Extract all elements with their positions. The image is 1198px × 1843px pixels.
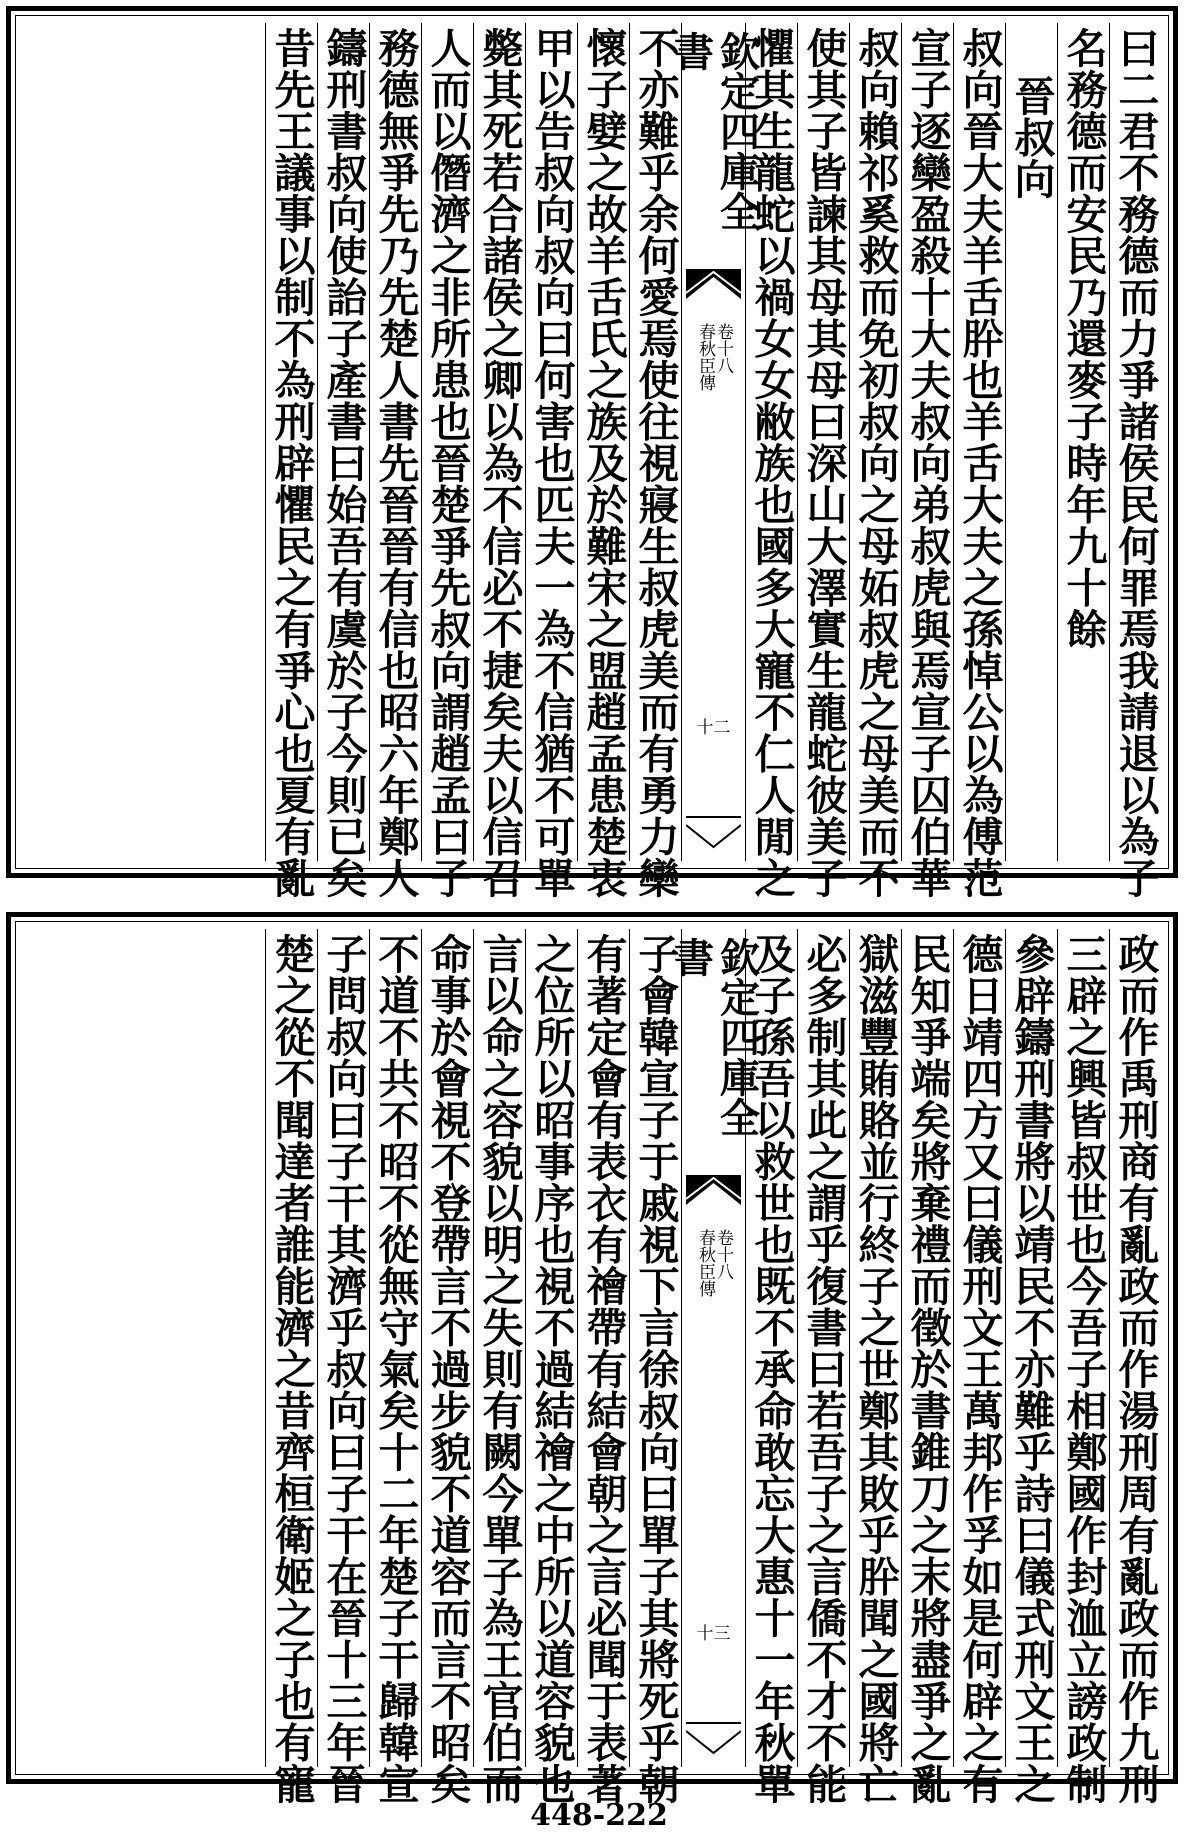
- text-column: [369, 23, 421, 899]
- fish-tail-ornament-bottom: [686, 1719, 741, 1759]
- column-text: 德日靖四方又曰儀刑文王萬邦作孚如是何辟之有: [955, 933, 1004, 1805]
- column-text: 命事於會視不登帶言不過步貌不道容而言不昭矣: [423, 933, 472, 1805]
- text-column: [421, 23, 473, 899]
- column-text: 昔先王議事以制不為刑辟懼民之有爭心也夏有亂: [267, 27, 316, 899]
- column-text: 民知爭端矣將棄禮而徵於書錐刀之末將盡爭之亂: [903, 933, 952, 1805]
- fish-tail-ornament-top: [686, 269, 741, 299]
- text-column: [525, 929, 577, 1805]
- top-page: [6, 6, 1178, 899]
- text-column: [953, 929, 1005, 1805]
- column-text: 及子孫吾以救世也既不承命敢忘大惠十一年秋單: [747, 933, 796, 1805]
- text-column: [577, 23, 629, 899]
- column-text: 叔向晉大夫羊舌肸也羊舌大夫之孫悼公以為傅范: [955, 27, 1004, 899]
- text-column: [369, 929, 421, 1805]
- text-column: [1005, 929, 1057, 1805]
- text-column: [901, 23, 953, 899]
- page-code: 448-222: [530, 1798, 668, 1833]
- folio-number: 十三: [696, 1624, 731, 1644]
- subtitle-series: 春秋臣傳: [695, 323, 715, 391]
- text-column: [577, 929, 629, 1805]
- text-column: [901, 929, 953, 1805]
- text-column: [421, 929, 473, 1805]
- fish-tail-ornament-top: [686, 1175, 741, 1205]
- subtitle-volume: 卷十八: [713, 323, 733, 374]
- book-title: 欽定四庫全書: [667, 937, 761, 1137]
- column-text: 不亦難乎余何愛焉使往視寢生叔虎美而有勇力欒: [631, 27, 680, 899]
- volume-subtitle: [682, 1229, 745, 1297]
- text-column: [525, 23, 577, 899]
- column-text: 參辟鑄刑書將以靖民不亦難乎詩曰儀式刑文王之: [1007, 933, 1056, 1805]
- column-text: 鑄刑書叔向使詒子產書曰始吾有虞於子今則已矣: [319, 27, 368, 899]
- book-title-box: [667, 929, 761, 1175]
- text-column: [797, 23, 849, 899]
- fish-tail-ornament-bottom: [686, 813, 741, 853]
- bottom-page-columns: [23, 929, 1161, 1805]
- text-column: [1109, 929, 1161, 1805]
- text-column: [317, 929, 369, 1805]
- volume-subtitle: [682, 323, 745, 391]
- column-text: 名務德而安民乃還麥子時年九十餘: [1059, 27, 1108, 650]
- column-text: 懼其生龍蛇以禍女女敝族也國多大寵不仁人閒之: [747, 27, 796, 899]
- text-column: [317, 23, 369, 899]
- column-text: 有著定會有表衣有禬帶有結會朝之言必聞于表著: [579, 933, 628, 1805]
- column-text: 子會韓宣子于戚視下言徐叔向曰單子其將死乎朝: [631, 933, 680, 1805]
- fold-center-column: [667, 23, 761, 861]
- text-column: [849, 929, 901, 1805]
- text-column: [1057, 929, 1109, 1805]
- column-text: 三辟之興皆叔世也今吾子相鄭國作封洫立謗政制: [1059, 933, 1108, 1805]
- column-text: 務德無爭先乃先楚人書先晉晉有信也昭六年鄭人: [371, 27, 420, 899]
- text-column: [953, 23, 1005, 899]
- text-column: [1057, 23, 1109, 861]
- text-column: [1109, 23, 1161, 899]
- column-text: 不道不共不昭不從無守氣矣十二年楚子干歸韓宣: [371, 933, 420, 1805]
- column-text: 子問叔向曰子干其濟乎叔向曰子干在晉十三年晉: [319, 933, 368, 1805]
- column-text: 人而以僭濟之非所患也晉楚爭先叔向謂趙孟曰子: [423, 27, 472, 899]
- bottom-page: [6, 912, 1178, 1805]
- column-text: 斃其死若合諸侯之卿以為不信必不捷矣夫以信召: [475, 27, 524, 899]
- column-text: 使其子皆諫其母其母曰深山大澤實生龍蛇彼美子: [799, 27, 848, 899]
- column-text: 楚之從不聞達者誰能濟之昔齊桓衛姬之子也有寵: [267, 933, 316, 1805]
- text-column: [473, 929, 525, 1805]
- book-title: 欽定四庫全書: [667, 31, 761, 231]
- column-text: 曰二君不務德而力爭諸侯民何罪焉我請退以為子: [1111, 27, 1160, 899]
- column-text: 之位所以昭事序也視不過結禬之中所以道容貌也: [527, 933, 576, 1805]
- fold-center-column: [667, 929, 761, 1767]
- folio-number: 十二: [696, 718, 731, 738]
- subtitle-volume: 卷十八: [713, 1229, 733, 1280]
- column-text: 必多制其此之謂乎復書曰若吾子之言僑不才不能: [799, 933, 848, 1805]
- text-column: [265, 23, 317, 899]
- section-heading: 晉叔向: [1007, 75, 1056, 200]
- column-text: 宣子逐欒盈殺十大夫叔向弟叔虎與焉宣子囚伯華: [903, 27, 952, 899]
- column-text: 言以命之容貌以明之失則有闕今單子為王官伯而: [475, 933, 524, 1805]
- text-column: [473, 23, 525, 899]
- column-text: 懷子嬖之故羊舌氏之族及於難宋之盟趙孟患楚衷: [579, 27, 628, 899]
- subtitle-series: 春秋臣傳: [695, 1229, 715, 1297]
- column-text: 甲以告叔向叔向曰何害也匹夫一為不信猶不可單: [527, 27, 576, 899]
- column-text: 獄滋豐賄賂並行終子之世鄭其敗乎肸聞之國將亡: [851, 933, 900, 1805]
- top-page-columns: [23, 23, 1161, 899]
- column-text: 政而作禹刑商有亂政而作湯刑周有亂政而作九刑: [1111, 933, 1160, 1805]
- text-column: [265, 929, 317, 1805]
- text-column: [849, 23, 901, 899]
- book-title-box: [667, 23, 761, 269]
- text-column: [797, 929, 849, 1805]
- column-text: 叔向賴祁奚救而免初叔向之母妬叔虎之母美而不: [851, 27, 900, 899]
- section-heading-column: [1005, 23, 1057, 861]
